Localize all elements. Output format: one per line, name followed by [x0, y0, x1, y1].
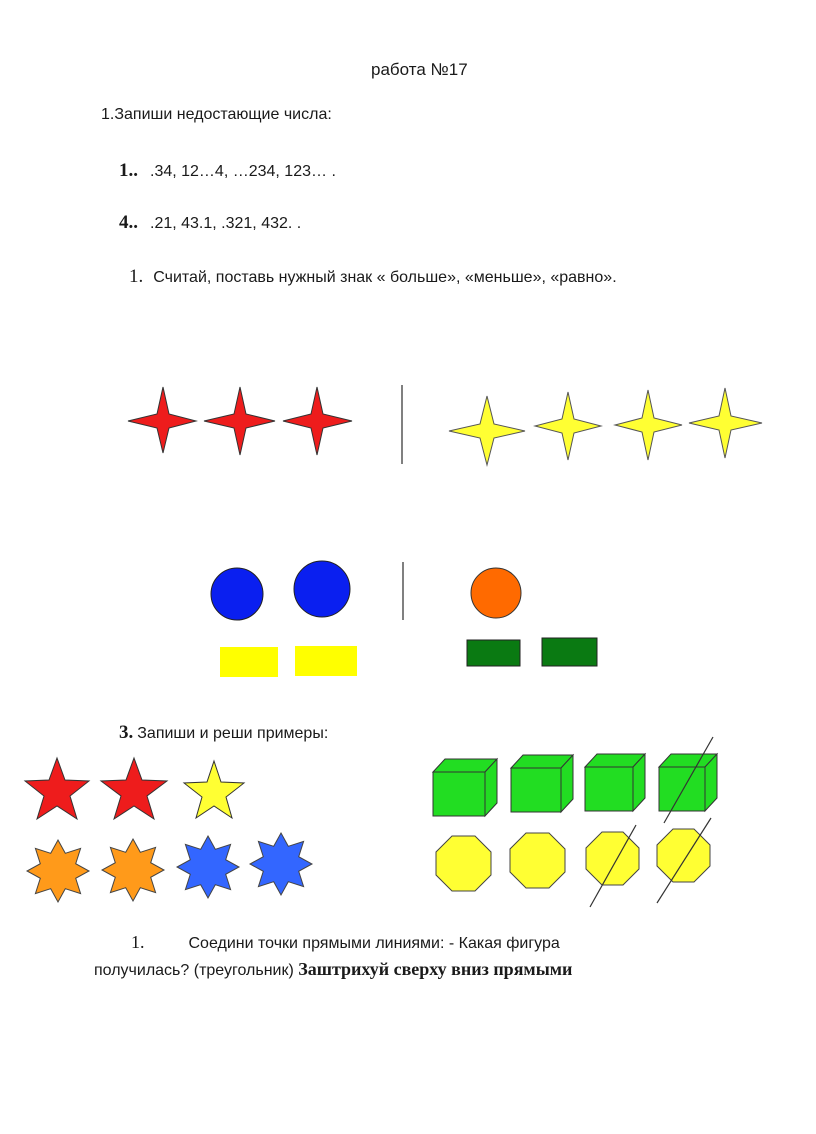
task3-text: Запиши и реши примеры: [137, 725, 329, 742]
yellow-four-point-star-3 [615, 390, 682, 460]
green-cube-2 [511, 755, 573, 812]
red-four-point-star-1 [128, 387, 196, 453]
yellow-octagon-1 [436, 836, 491, 891]
red-stars-group [128, 387, 352, 455]
orange-eight-point-star-1 [27, 840, 89, 902]
task4-text-2: получилась? (треугольник) [94, 962, 294, 979]
yellow-octagon-3-crossed [586, 832, 639, 885]
orange-eight-point-star-2 [102, 839, 164, 901]
red-star-1 [25, 758, 89, 819]
orange-circle [471, 568, 521, 618]
red-star-2 [101, 758, 167, 819]
red-four-point-star-2 [204, 387, 275, 455]
blue-circles-group [211, 561, 350, 620]
page-title: работа №17 [371, 60, 468, 79]
yellow-stars-group [449, 388, 762, 465]
blue-circle-1 [211, 568, 263, 620]
green-rectangle-1 [467, 640, 520, 666]
blue-circle-2 [294, 561, 350, 617]
task1-row-1-number: 1.. [119, 160, 138, 181]
left-stars-group [25, 758, 244, 819]
octagons-group [436, 818, 711, 907]
task4-text-1: Соедини точки прямыми линиями: - Какая фигура [188, 935, 560, 952]
yellow-octagon-4-crossed [657, 829, 710, 882]
task4-text-2-bold: Заштрихуй сверху вниз прямыми [298, 959, 573, 979]
task1-row-2-text: .21, 43.1, .321, 432. . [150, 215, 302, 232]
yellow-four-point-star-1 [449, 396, 525, 465]
cubes-group [433, 737, 717, 823]
task1-row-1-text: .34, 12…4, …234, 123… . [150, 163, 336, 180]
yellow-star [184, 761, 244, 818]
task3-number: 3. [119, 722, 134, 743]
yellow-rectangles-group [220, 646, 357, 677]
yellow-four-point-star-2 [535, 392, 601, 460]
blue-eight-point-star-1 [177, 836, 239, 898]
eight-point-stars-group [27, 833, 312, 902]
yellow-rectangle-2 [295, 646, 357, 676]
green-rectangles-group [467, 638, 597, 666]
yellow-rectangle-1 [220, 647, 278, 677]
task2-text: Считай, поставь нужный знак « больше», «меньше», «равно». [153, 269, 617, 286]
task1-row-2-number: 4.. [119, 212, 138, 233]
task2-number: 1. [129, 266, 144, 287]
green-cube-1 [433, 759, 497, 816]
yellow-octagon-2 [510, 833, 565, 888]
red-four-point-star-3 [283, 387, 352, 455]
task1-heading: 1.Запиши недостающие числа: [101, 106, 332, 123]
task4-number: 1. [131, 932, 145, 952]
yellow-four-point-star-4 [689, 388, 762, 458]
blue-eight-point-star-2 [250, 833, 312, 895]
green-cube-4-crossed [659, 737, 717, 823]
green-rectangle-2 [542, 638, 597, 666]
green-cube-3 [585, 754, 645, 811]
